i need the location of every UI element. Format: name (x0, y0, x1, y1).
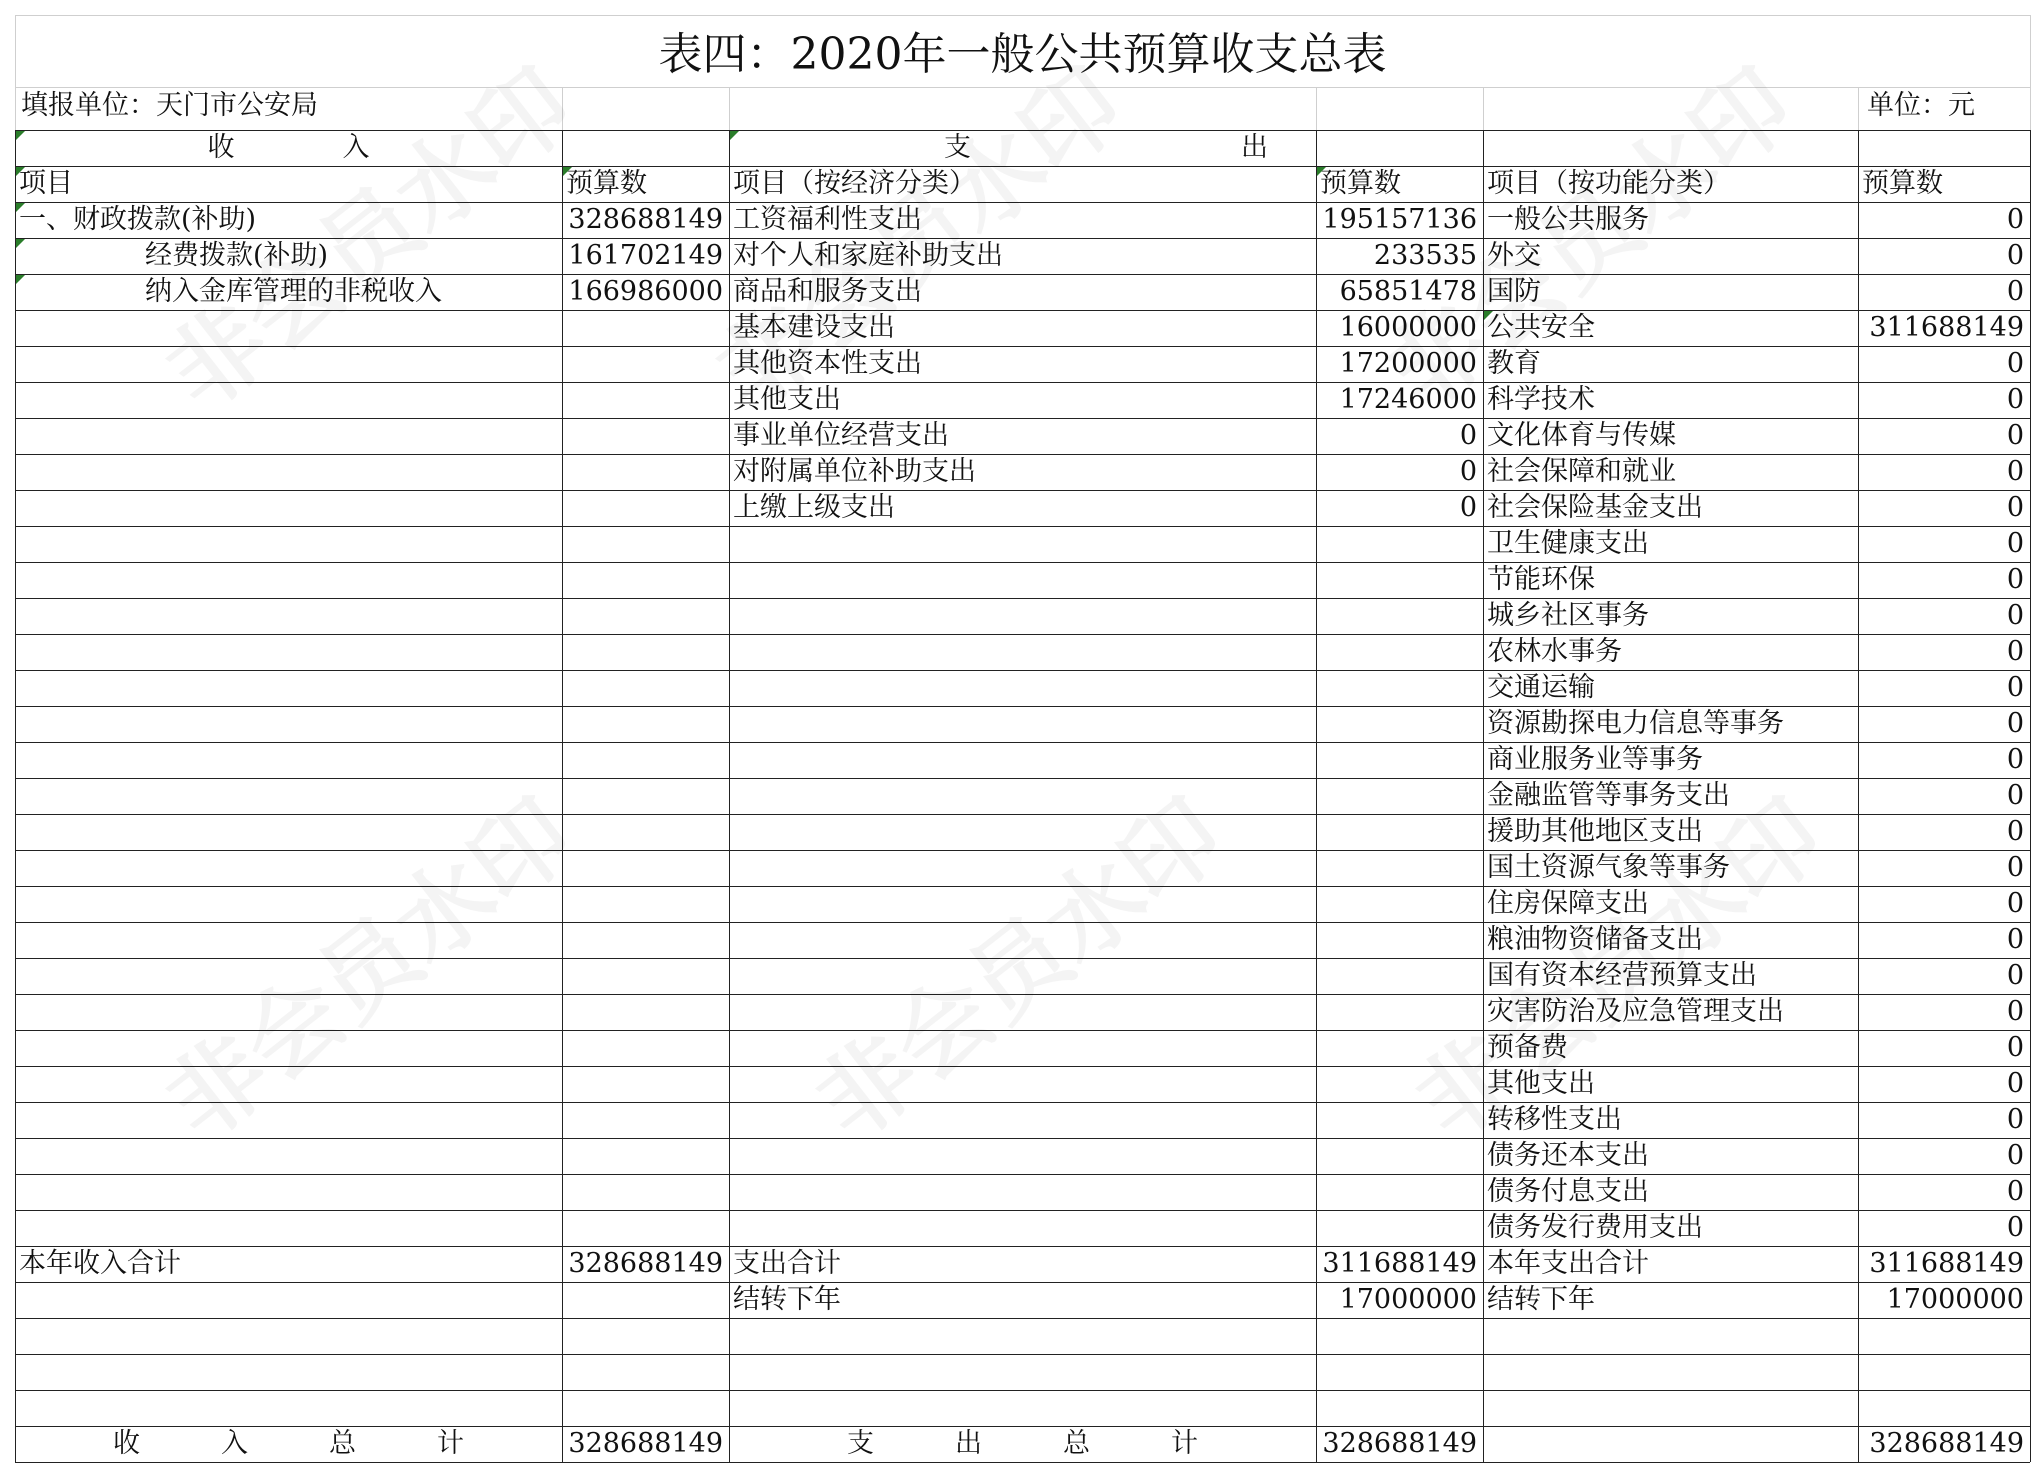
cell-income-item (15, 1318, 562, 1354)
grid-line (15, 15, 16, 130)
grid-line (15, 1282, 2030, 1283)
cell-func-budget: 0 (2006, 1104, 2024, 1135)
table-row (15, 454, 2030, 490)
cell-income-item: 本年收入合计 (19, 1248, 181, 1279)
cell-func-item: 资源勘探电力信息等事务 (1487, 708, 1784, 739)
cell-income-budget (562, 1066, 729, 1102)
cell-func-budget: 311688149 (1869, 312, 2024, 343)
cell-func-item: 一般公共服务 (1487, 204, 1649, 235)
cell-econ-budget (1316, 778, 1483, 814)
table-row (15, 1102, 2030, 1138)
cell-econ-item: 事业单位经营支出 (733, 420, 949, 451)
cell-income-budget (562, 1210, 729, 1246)
cell-income-budget (562, 382, 729, 418)
cell-econ-item (729, 1354, 1316, 1390)
cell-income-budget (562, 742, 729, 778)
cell-func-item: 公共安全 (1487, 312, 1595, 343)
cell-econ-item (729, 598, 1316, 634)
cell-income-item: 一、财政拨款(补助) (19, 204, 257, 235)
cell-income-item (15, 418, 562, 454)
cell-income-item (15, 1282, 562, 1318)
grid-line (1858, 130, 1859, 1462)
col-header-func-budget: 预算数 (1862, 168, 1943, 199)
grid-line (1316, 88, 1317, 130)
cell-econ-item (729, 1174, 1316, 1210)
cell-func-budget: 0 (2006, 1140, 2024, 1171)
cell-econ-item (729, 670, 1316, 706)
cell-econ-budget: 328688149 (1322, 1428, 1477, 1459)
grid-line (15, 382, 2030, 383)
cell-econ-budget (1316, 742, 1483, 778)
comment-marker-icon (16, 167, 25, 176)
cell-func-budget: 17000000 (1886, 1284, 2024, 1315)
grid-line (15, 454, 2030, 455)
comment-marker-icon (16, 131, 25, 140)
cell-func-budget: 0 (2006, 960, 2024, 991)
cell-income-budget (562, 922, 729, 958)
grid-line (15, 1426, 2030, 1427)
table-row (15, 1138, 2030, 1174)
cell-econ-item (729, 778, 1316, 814)
grid-line (15, 490, 2030, 491)
cell-econ-budget: 195157136 (1322, 204, 1477, 235)
cell-func-item: 国土资源气象等事务 (1487, 852, 1730, 883)
cell-func-budget: 311688149 (1869, 1248, 2024, 1279)
cell-income-item (15, 1138, 562, 1174)
cell-econ-budget: 0 (1459, 492, 1477, 523)
cell-income-budget (562, 1390, 729, 1426)
cell-income-budget (562, 706, 729, 742)
cell-econ-budget (1316, 598, 1483, 634)
cell-econ-item (729, 1210, 1316, 1246)
cell-econ-item: 商品和服务支出 (733, 276, 922, 307)
cell-func-item (1483, 1390, 1858, 1426)
cell-func-item: 债务还本支出 (1487, 1140, 1649, 1171)
cell-econ-budget: 0 (1459, 420, 1477, 451)
cell-econ-budget: 16000000 (1339, 312, 1477, 343)
table-row (15, 1390, 2030, 1426)
cell-income-budget (562, 958, 729, 994)
cell-econ-budget: 65851478 (1339, 276, 1477, 307)
grid-line (1316, 130, 1317, 1462)
cell-econ-budget (1316, 922, 1483, 958)
grid-line (15, 1462, 2030, 1463)
budget-sheet (15, 15, 2030, 1462)
expense-section-label: 支 出 (944, 132, 1268, 163)
grid-line (15, 742, 2030, 743)
grid-line (15, 1246, 2030, 1247)
cell-econ-item: 对附属单位补助支出 (733, 456, 976, 487)
cell-income-item (15, 454, 562, 490)
cell-func-budget: 0 (2006, 888, 2024, 919)
grid-line (15, 1210, 2030, 1211)
cell-func-budget: 0 (2006, 1068, 2024, 1099)
cell-func-budget: 0 (2006, 816, 2024, 847)
cell-income-item: 纳入金库管理的非税收入 (145, 276, 442, 307)
cell-econ-item: 基本建设支出 (733, 312, 895, 343)
cell-func-item (1483, 1426, 1858, 1462)
cell-econ-item: 支 出 总 计 (847, 1428, 1198, 1459)
cell-econ-budget (1316, 706, 1483, 742)
cell-income-item (15, 1390, 562, 1426)
cell-econ-item (729, 634, 1316, 670)
cell-econ-item (729, 1390, 1316, 1426)
cell-econ-item (729, 526, 1316, 562)
comment-marker-icon (16, 239, 25, 248)
table-row (15, 670, 2030, 706)
cell-income-budget (562, 418, 729, 454)
cell-func-budget (1858, 1354, 2030, 1390)
cell-econ-item (729, 1318, 1316, 1354)
cell-income-budget (562, 994, 729, 1030)
cell-income-budget (562, 1282, 729, 1318)
cell-func-item: 社会保障和就业 (1487, 456, 1676, 487)
cell-econ-budget: 233535 (1373, 240, 1477, 271)
cell-income-budget: 328688149 (568, 1428, 723, 1459)
cell-func-item: 债务付息支出 (1487, 1176, 1649, 1207)
cell-func-item: 住房保障支出 (1487, 888, 1649, 919)
cell-income-budget (562, 1138, 729, 1174)
comment-marker-icon (16, 275, 25, 284)
grid-line (15, 15, 2030, 16)
col-header-func-item: 项目（按功能分类） (1487, 168, 1730, 199)
table-row (15, 1210, 2030, 1246)
cell-func-budget: 0 (2006, 456, 2024, 487)
cell-econ-item: 工资福利性支出 (733, 204, 922, 235)
cell-func-budget: 0 (2006, 996, 2024, 1027)
cell-func-item: 农林水事务 (1487, 636, 1622, 667)
table-row (15, 526, 2030, 562)
cell-income-budget (562, 1030, 729, 1066)
cell-income-item (15, 1354, 562, 1390)
grid-line (15, 1318, 2030, 1319)
income-section-label: 收 入 (207, 132, 370, 163)
cell-income-budget: 328688149 (568, 1248, 723, 1279)
cell-income-item (15, 742, 562, 778)
cell-income-item (15, 526, 562, 562)
cell-econ-item (729, 562, 1316, 598)
cell-func-budget: 0 (2006, 780, 2024, 811)
cell-func-budget: 0 (2006, 600, 2024, 631)
cell-income-budget (562, 886, 729, 922)
col-header-income-item: 项目 (19, 168, 73, 199)
comment-marker-icon (16, 203, 25, 212)
cell-econ-budget (1316, 1210, 1483, 1246)
col-header-econ-budget: 预算数 (1320, 168, 1401, 199)
cell-func-budget: 0 (2006, 276, 2024, 307)
cell-income-budget (562, 490, 729, 526)
cell-econ-budget: 17246000 (1339, 384, 1477, 415)
grid-line (15, 1390, 2030, 1391)
grid-line (15, 1138, 2030, 1139)
reporting-unit: 填报单位：天门市公安局 (21, 90, 318, 121)
cell-econ-item: 支出合计 (733, 1248, 841, 1279)
cell-econ-item: 对个人和家庭补助支出 (733, 240, 1003, 271)
cell-func-item (1483, 1318, 1858, 1354)
table-row (15, 706, 2030, 742)
cell-func-item: 交通运输 (1487, 672, 1595, 703)
cell-econ-item (729, 1138, 1316, 1174)
cell-func-budget: 0 (2006, 492, 2024, 523)
cell-econ-budget (1316, 850, 1483, 886)
cell-func-item: 粮油物资储备支出 (1487, 924, 1703, 955)
table-row (15, 1426, 2030, 1462)
cell-econ-item (729, 814, 1316, 850)
cell-income-item: 经费拨款(补助) (145, 240, 329, 271)
comment-marker-icon (563, 167, 572, 176)
cell-econ-budget (1316, 1354, 1483, 1390)
cell-econ-budget (1316, 1390, 1483, 1426)
cell-income-item: 收 入 总 计 (113, 1428, 464, 1459)
cell-income-item (15, 490, 562, 526)
cell-income-item (15, 562, 562, 598)
cell-func-budget: 0 (2006, 240, 2024, 271)
cell-func-item: 科学技术 (1487, 384, 1595, 415)
comment-marker-icon (1317, 167, 1326, 176)
cell-income-budget (562, 634, 729, 670)
grid-line (729, 88, 730, 130)
cell-income-budget (562, 454, 729, 490)
table-row (15, 562, 2030, 598)
cell-econ-budget (1316, 634, 1483, 670)
cell-func-item: 教育 (1487, 348, 1541, 379)
cell-func-budget: 0 (2006, 384, 2024, 415)
cell-econ-budget: 17000000 (1339, 1284, 1477, 1315)
cell-func-item: 债务发行费用支出 (1487, 1212, 1703, 1243)
cell-econ-item (729, 706, 1316, 742)
comment-marker-icon (730, 131, 739, 140)
cell-income-budget (562, 1174, 729, 1210)
cell-income-budget (562, 1354, 729, 1390)
table-row (15, 1174, 2030, 1210)
cell-econ-budget (1316, 1318, 1483, 1354)
cell-func-budget: 0 (2006, 1176, 2024, 1207)
cell-func-item: 国防 (1487, 276, 1541, 307)
cell-econ-item: 上缴上级支出 (733, 492, 895, 523)
grid-line (15, 634, 2030, 635)
grid-line (15, 526, 2030, 527)
cell-income-item (15, 670, 562, 706)
cell-econ-budget (1316, 1174, 1483, 1210)
grid-line (562, 130, 563, 1462)
cell-income-budget (562, 598, 729, 634)
cell-func-budget: 0 (2006, 852, 2024, 883)
cell-func-budget: 0 (2006, 420, 2024, 451)
cell-econ-budget (1316, 670, 1483, 706)
cell-income-item (15, 1174, 562, 1210)
cell-income-budget (562, 670, 729, 706)
table-row (15, 634, 2030, 670)
cell-func-budget: 0 (2006, 564, 2024, 595)
grid-line (15, 562, 2030, 563)
grid-line (1858, 88, 1859, 130)
cell-income-budget (562, 778, 729, 814)
cell-func-budget: 0 (2006, 636, 2024, 667)
cell-income-budget (562, 814, 729, 850)
cell-func-item: 预备费 (1487, 1032, 1568, 1063)
grid-line (15, 778, 2030, 779)
table-row (15, 1354, 2030, 1390)
cell-func-item: 灾害防治及应急管理支出 (1487, 996, 1784, 1027)
table-title: 表四：2020年一般公共预算收支总表 (658, 29, 1387, 80)
grid-line (2030, 130, 2031, 1462)
grid-line (15, 598, 2030, 599)
cell-func-budget: 0 (2006, 672, 2024, 703)
cell-func-item: 援助其他地区支出 (1487, 816, 1703, 847)
cell-income-budget: 328688149 (568, 204, 723, 235)
cell-econ-budget: 0 (1459, 456, 1477, 487)
cell-func-item (1483, 1354, 1858, 1390)
col-header-income-budget: 预算数 (566, 168, 647, 199)
cell-income-budget (562, 562, 729, 598)
cell-econ-item: 其他资本性支出 (733, 348, 922, 379)
cell-func-budget: 0 (2006, 744, 2024, 775)
cell-func-item: 其他支出 (1487, 1068, 1595, 1099)
cell-econ-item (729, 742, 1316, 778)
cell-func-budget: 328688149 (1869, 1428, 2024, 1459)
cell-econ-budget (1316, 958, 1483, 994)
cell-income-budget (562, 1102, 729, 1138)
cell-income-budget (562, 526, 729, 562)
currency-unit: 单位：元 (1867, 90, 1975, 121)
cell-func-item: 商业服务业等事务 (1487, 744, 1703, 775)
cell-func-budget: 0 (2006, 1212, 2024, 1243)
cell-func-budget (1858, 1390, 2030, 1426)
grid-line (2030, 15, 2031, 130)
table-row (15, 1246, 2030, 1282)
cell-func-item: 国有资本经营预算支出 (1487, 960, 1757, 991)
cell-func-item: 转移性支出 (1487, 1104, 1622, 1135)
cell-func-budget: 0 (2006, 1032, 2024, 1063)
cell-func-item: 文化体育与传媒 (1487, 420, 1676, 451)
cell-func-item: 城乡社区事务 (1487, 600, 1649, 631)
cell-econ-budget: 17200000 (1339, 348, 1477, 379)
cell-func-budget: 0 (2006, 348, 2024, 379)
grid-line (15, 1102, 2030, 1103)
cell-econ-item: 其他支出 (733, 384, 841, 415)
table-row (15, 418, 2030, 454)
table-row (15, 382, 2030, 418)
cell-income-item (15, 1210, 562, 1246)
cell-econ-item (729, 1102, 1316, 1138)
grid-line (15, 670, 2030, 671)
table-row (15, 1282, 2030, 1318)
cell-income-item (15, 598, 562, 634)
cell-func-budget: 0 (2006, 528, 2024, 559)
cell-income-item (15, 706, 562, 742)
cell-func-item: 金融监管等事务支出 (1487, 780, 1730, 811)
grid-line (15, 418, 2030, 419)
cell-econ-budget: 311688149 (1322, 1248, 1477, 1279)
grid-line (1483, 88, 1484, 130)
cell-econ-budget (1316, 814, 1483, 850)
cell-func-item: 外交 (1487, 240, 1541, 271)
table-row (15, 1318, 2030, 1354)
cell-func-budget: 0 (2006, 204, 2024, 235)
cell-func-budget: 0 (2006, 708, 2024, 739)
grid-line (15, 1174, 2030, 1175)
grid-line (15, 706, 2030, 707)
cell-func-budget (1858, 1318, 2030, 1354)
cell-econ-budget (1316, 562, 1483, 598)
cell-income-budget (562, 1318, 729, 1354)
table-row (15, 742, 2030, 778)
table-row (15, 598, 2030, 634)
grid-line (15, 130, 16, 1462)
cell-econ-budget (1316, 526, 1483, 562)
cell-func-item: 社会保险基金支出 (1487, 492, 1703, 523)
col-header-econ-item: 项目（按经济分类） (733, 168, 976, 199)
table-row (15, 490, 2030, 526)
cell-income-item (15, 382, 562, 418)
grid-line (15, 1354, 2030, 1355)
cell-income-item (15, 634, 562, 670)
cell-income-budget: 166986000 (568, 276, 723, 307)
cell-func-item: 卫生健康支出 (1487, 528, 1649, 559)
cell-econ-budget (1316, 886, 1483, 922)
cell-func-item: 本年支出合计 (1487, 1248, 1649, 1279)
cell-func-item: 结转下年 (1487, 1284, 1595, 1315)
cell-income-budget: 161702149 (568, 240, 723, 271)
cell-func-budget: 0 (2006, 924, 2024, 955)
cell-econ-item: 结转下年 (733, 1284, 841, 1315)
cell-func-item: 节能环保 (1487, 564, 1595, 595)
